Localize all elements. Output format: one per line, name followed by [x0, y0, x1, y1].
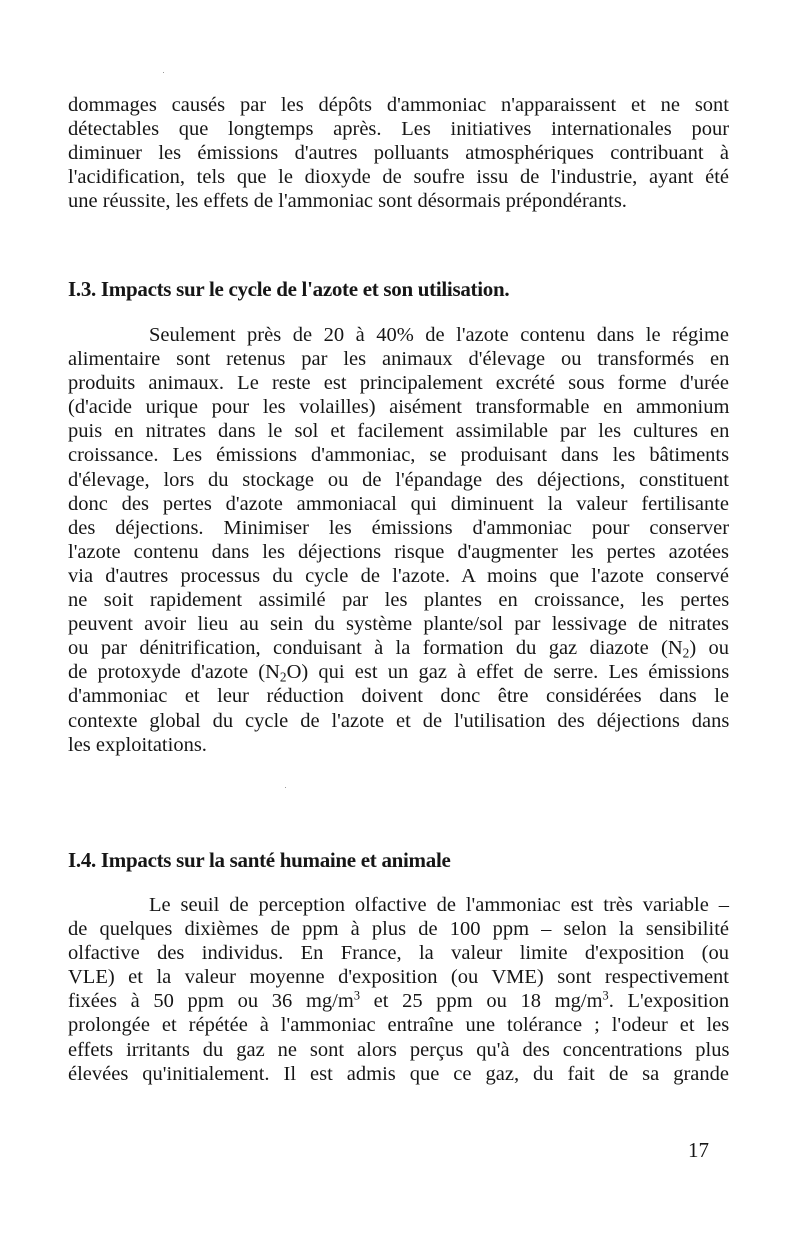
- text-line: d'ammoniac et leur réduction doivent donc être considérées dans le: [68, 685, 729, 708]
- text-line: des déjections. Minimiser les émissions d'ammoniac pour conserver: [68, 516, 730, 539]
- text-fragment: et 25 ppm ou 18 mg/m: [359, 990, 603, 1013]
- scan-speck: [163, 72, 164, 73]
- superscript: 3: [602, 989, 609, 1003]
- text-line: Seulement près de 20 à 40% de l'azote contenu dans le régime: [149, 324, 729, 346]
- text-line: Le seuil de perception olfactive de l'ammoniac est très variable –: [149, 894, 729, 916]
- text-fragment: ou par dénitrification, conduisant à la formation du gaz diazote (N: [68, 637, 683, 660]
- text-line: de quelques dixièmes de ppm à plus de 100 ppm – selon la sensibilité: [68, 918, 729, 941]
- text-line: élevées qu'initialement. Il est admis que ce gaz, du fait de sa grande: [68, 1062, 729, 1085]
- subscript: 2: [279, 669, 287, 685]
- text-line: les exploitations.: [68, 733, 207, 756]
- text-line: l'acidification, tels que le dioxyde de soufre issu de l'industrie, ayant été: [68, 166, 729, 189]
- text-line: dommages causés par les dépôts d'ammoniac n'apparaissent et ne sont: [68, 94, 729, 116]
- section-1-4-paragraph: [68, 893, 729, 1086]
- text-line: croissance. Les émissions d'ammoniac, se produisant dans les bâtiments: [68, 444, 730, 467]
- subscript: 2: [682, 645, 690, 661]
- text-line: ne soit rapidement assimilé par les plantes en croissance, les pertes: [68, 589, 730, 612]
- text-fragment: fixées à 50 ppm ou 36 mg/m: [68, 990, 354, 1013]
- section-heading-1-4: I.4. Impacts sur la santé humaine et animale: [68, 848, 451, 872]
- text-line: l'azote contenu dans les déjections risque d'augmenter les pertes azotées: [68, 540, 729, 563]
- text-line: (d'acide urique pour les volailles) aisément transformable en ammonium: [68, 396, 730, 419]
- text-fragment: ) ou: [689, 637, 729, 660]
- text-line: olfactive des individus. En France, la valeur limite d'exposition (ou: [68, 942, 729, 965]
- text-line: peuvent avoir lieu au sein du système plante/sol par lessivage de nitrates: [68, 613, 729, 636]
- text-line: donc des pertes d'azote ammoniacal qui diminuent la valeur fertilisante: [68, 492, 729, 515]
- section-1-3-paragraph: [68, 323, 729, 757]
- text-line: puis en nitrates dans le sol et facilement assimilable par les cultures en: [68, 420, 730, 443]
- text-line: via d'autres processus du cycle de l'azote. A moins que l'azote conservé: [68, 564, 729, 587]
- text-line: VLE) et la valeur moyenne d'exposition (ou VME) sont respectivement: [68, 966, 729, 989]
- section-heading-1-3: I.3. Impacts sur le cycle de l'azote et son utilisation.: [68, 277, 510, 301]
- text-line: prolongée et répétée à l'ammoniac entraîne une tolérance ; l'odeur et les: [68, 1014, 730, 1037]
- text-fragment: O) qui est un gaz à effet de serre. Les émissions: [286, 661, 730, 684]
- text-line: alimentaire sont retenus par les animaux d'élevage ou transformés en: [68, 348, 730, 371]
- superscript: 3: [353, 989, 360, 1003]
- text-line-n2o: [68, 660, 729, 684]
- page-number: 17: [688, 1138, 709, 1162]
- text-line: contexte global du cycle de l'azote et de l'utilisation des déjections dans: [68, 709, 730, 732]
- paragraph-continuation: [68, 93, 729, 213]
- text-fragment: . L'exposition: [608, 990, 730, 1013]
- text-line: d'élevage, lors du stockage ou de l'épandage des déjections, constituent: [68, 468, 729, 491]
- text-line: produits animaux. Le reste est principalement excrété sous forme d'urée: [68, 372, 729, 395]
- text-line: détectables que longtemps après. Les initiatives internationales pour: [68, 118, 730, 141]
- scan-speck: [285, 787, 286, 788]
- text-line-n2: [68, 636, 729, 660]
- text-line: effets irritants du gaz ne sont alors perçus qu'à des concentrations plus: [68, 1038, 730, 1061]
- text-fragment: de protoxyde d'azote (N: [68, 661, 280, 684]
- text-line: une réussite, les effets de l'ammoniac sont désormais prépondérants.: [68, 190, 627, 213]
- text-line-units: [68, 989, 729, 1013]
- text-line: diminuer les émissions d'autres polluants atmosphériques contribuant à: [68, 142, 729, 165]
